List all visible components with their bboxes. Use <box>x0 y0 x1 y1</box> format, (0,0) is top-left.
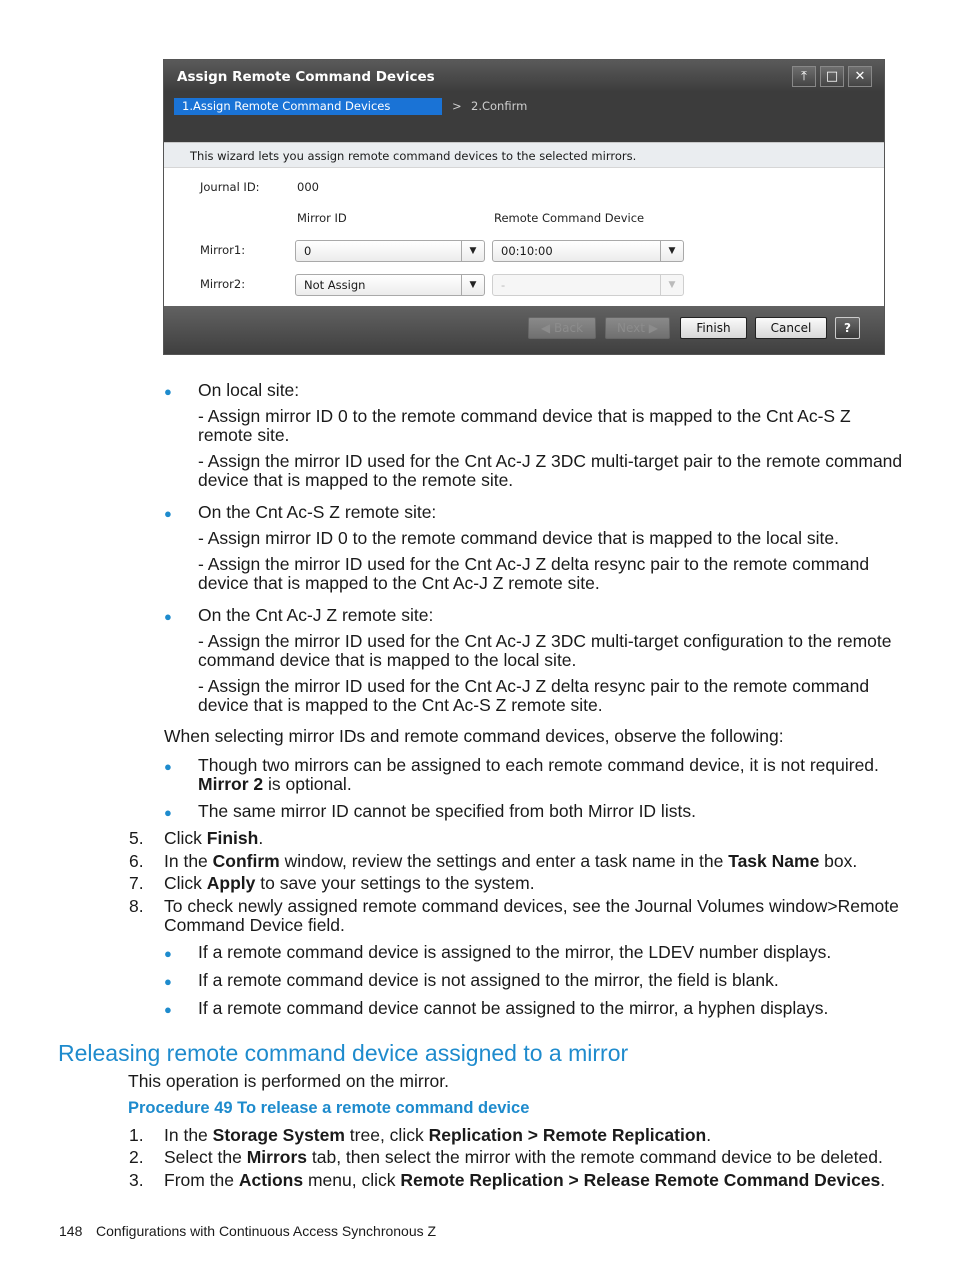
step-8-line-b: Command Device field. <box>164 915 345 935</box>
local-line-2b: device that is mapped to the remote site. <box>198 470 514 490</box>
observe-bullet-1b: Mirror 2 is optional. <box>198 774 352 794</box>
dialog-footer <box>164 306 884 354</box>
acj-line-1b: command device that is mapped to the local site. <box>198 650 577 670</box>
bullet-icon: ● <box>164 384 172 399</box>
section-intro: This operation is performed on the mirror. <box>128 1071 449 1091</box>
mirror-id-column-header: Mirror ID <box>297 211 347 225</box>
mirror2-device-value: - <box>501 278 506 292</box>
bullet-icon: ● <box>164 946 172 961</box>
bullet-icon: ● <box>164 805 172 820</box>
step-8-bullet-1: If a remote command device is assigned to the mirror, the LDEV number displays. <box>198 942 832 962</box>
mirror1-device-select[interactable] <box>492 240 684 262</box>
step-6: In the Confirm window, review the settings and enter a task name in the Task Name box. <box>164 851 858 871</box>
chevron-down-icon: ▼ <box>461 275 484 295</box>
mirror1-id-select[interactable] <box>295 240 485 262</box>
step-number: 5. <box>129 828 144 848</box>
mirror1-id-value: 0 <box>304 244 312 258</box>
bullet-icon: ● <box>164 609 172 624</box>
maximize-icon[interactable]: □ <box>820 66 844 87</box>
wizard-description: This wizard lets you assign remote command devices to the selected mirrors. <box>164 142 884 168</box>
procedure-step-1: In the Storage System tree, click Replication > Remote Replication. <box>164 1125 712 1145</box>
close-icon[interactable]: ✕ <box>848 66 872 87</box>
section-heading: Releasing remote command device assigned to a mirror <box>58 1040 629 1066</box>
footer-title: Configurations with Continuous Access Synchronous Z <box>96 1223 437 1239</box>
bullet-icon: ● <box>164 759 172 774</box>
local-line-1a: - Assign mirror ID 0 to the remote command device that is mapped to the Cnt Ac-S Z <box>198 406 851 426</box>
assign-remote-command-devices-dialog <box>163 59 885 355</box>
bullet-icon: ● <box>164 974 172 989</box>
step-5: Click Finish. <box>164 828 264 848</box>
acj-line-1a: - Assign the mirror ID used for the Cnt Ac-J Z 3DC multi-target configuration to the remote <box>198 631 892 651</box>
procedure-step-2: Select the Mirrors tab, then select the mirror with the remote command device to be deleted. <box>164 1147 883 1167</box>
local-line-2a: - Assign the mirror ID used for the Cnt Ac-J Z 3DC multi-target pair to the remote command <box>198 451 903 471</box>
bullet-icon: ● <box>164 1002 172 1017</box>
chevron-down-icon: ▼ <box>660 241 683 261</box>
finish-button[interactable]: Finish <box>680 317 747 339</box>
step-number: 2. <box>129 1147 144 1167</box>
cancel-button[interactable]: Cancel <box>755 317 827 339</box>
step-number: 6. <box>129 851 144 871</box>
local-site-heading: On local site: <box>198 380 300 400</box>
step-confirm: 2.Confirm <box>471 99 528 113</box>
procedure-title: Procedure 49 To release a remote command device <box>128 1099 530 1117</box>
dialog-title: Assign Remote Command Devices <box>177 69 435 85</box>
next-button[interactable]: Next ▶ <box>605 317 670 339</box>
pin-icon[interactable]: ⤒ <box>792 66 816 87</box>
dialog-title-bar <box>164 60 884 92</box>
chevron-down-icon: ▼ <box>461 241 484 261</box>
observe-bullet-1a: Though two mirrors can be assigned to each remote command device, it is not required. <box>198 755 879 775</box>
bullet-icon: ● <box>164 506 172 521</box>
help-button[interactable]: ? <box>835 317 860 339</box>
step-number: 1. <box>129 1125 144 1145</box>
observe-bullet-2: The same mirror ID cannot be specified from both Mirror ID lists. <box>198 801 696 821</box>
acs-site-heading: On the Cnt Ac-S Z remote site: <box>198 502 437 522</box>
mirror2-id-value: Not Assign <box>304 278 366 292</box>
step-8-bullet-2: If a remote command device is not assigned to the mirror, the field is blank. <box>198 970 779 990</box>
acj-site-heading: On the Cnt Ac-J Z remote site: <box>198 605 434 625</box>
observe-intro: When selecting mirror IDs and remote command devices, observe the following: <box>164 726 784 746</box>
step-number: 8. <box>129 896 144 916</box>
acj-line-2b: device that is mapped to the Cnt Ac-S Z remote site. <box>198 695 603 715</box>
procedure-step-3: From the Actions menu, click Remote Replication > Release Remote Command Devices. <box>164 1170 886 1190</box>
acs-line-1: - Assign mirror ID 0 to the remote command device that is mapped to the local site. <box>198 528 839 548</box>
chevron-down-icon: ▼ <box>660 275 683 295</box>
mirror2-id-select[interactable] <box>295 274 485 296</box>
step-8-line-a: To check newly assigned remote command devices, see the Journal Volumes window>Remote <box>164 896 899 916</box>
mirror1-device-value: 00:10:00 <box>501 244 553 258</box>
local-line-1b: remote site. <box>198 425 290 445</box>
acs-line-2a: - Assign the mirror ID used for the Cnt Ac-J Z delta resync pair to the remote command <box>198 554 870 574</box>
mirror2-device-select <box>492 274 684 296</box>
step-8-bullet-3: If a remote command device cannot be assigned to the mirror, a hyphen displays. <box>198 998 829 1018</box>
page-number: 148 <box>59 1223 83 1239</box>
step-number: 7. <box>129 873 144 893</box>
journal-id-value: 000 <box>297 180 319 194</box>
step-separator: > <box>452 99 462 113</box>
step-7: Click Apply to save your settings to the system. <box>164 873 535 893</box>
step-assign: 1.Assign Remote Command Devices <box>174 98 442 115</box>
remote-device-column-header: Remote Command Device <box>494 211 645 225</box>
mirror1-label: Mirror1: <box>200 243 246 257</box>
step-number: 3. <box>129 1170 144 1190</box>
back-button[interactable]: ◀ Back <box>528 317 596 339</box>
journal-id-label: Journal ID: <box>200 180 260 194</box>
acj-line-2a: - Assign the mirror ID used for the Cnt Ac-J Z delta resync pair to the remote command <box>198 676 870 696</box>
mirror2-label: Mirror2: <box>200 277 246 291</box>
wizard-steps <box>164 92 884 142</box>
acs-line-2b: device that is mapped to the Cnt Ac-J Z remote site. <box>198 573 600 593</box>
